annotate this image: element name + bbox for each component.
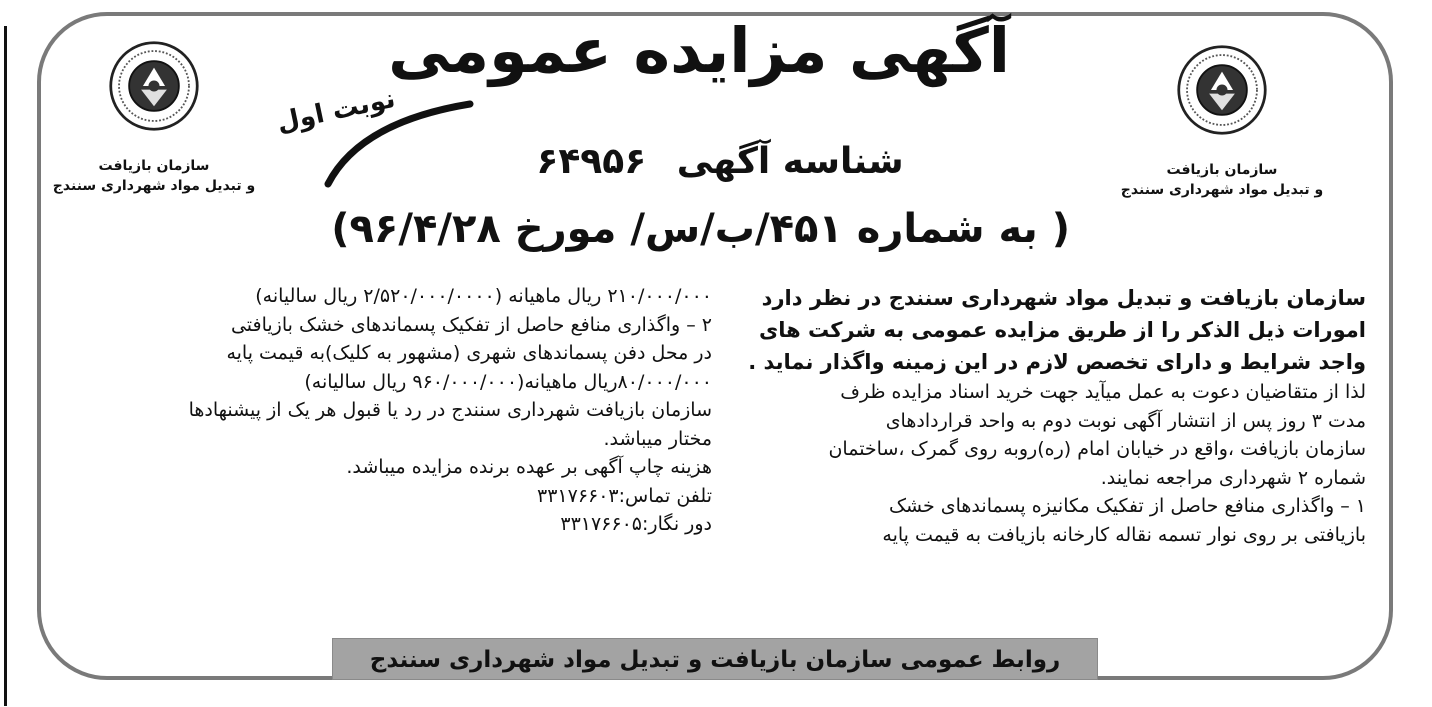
body-line: ۲۱۰/۰۰۰/۰۰۰ ریال ماهیانه (۲/۵۲۰/۰۰۰/۰۰۰۰ ریال سالیانه): [255, 285, 712, 307]
body-line: ۸۰/۰۰۰/۰۰۰ریال ماهیانه(۹۶۰/۰۰۰/۰۰۰ ریال سالیانه): [304, 370, 712, 393]
ad-id-number: ۶۴۹۵۶: [536, 141, 647, 182]
caption-line: سازمان بازیافت: [98, 158, 210, 174]
body-line: لذا از متقاضیان دعوت به عمل میآید جهت خرید اسناد مزایده ظرف: [840, 381, 1366, 403]
caption-line: و تبدیل مواد شهرداری سنندج: [1120, 182, 1324, 198]
intro-line: سازمان بازیافت و تبدیل مواد شهرداری سنندج در نظر دارد: [761, 286, 1366, 310]
body-line: مدت ۳ روز پس از انتشار آگهی نوبت دوم به واحد قراردادهای: [885, 409, 1366, 432]
intro-line: واجد شرایط و دارای تخصص لازم در این زمینه واگذار نماید .: [748, 350, 1366, 374]
body-line: هزینه چاپ آگهی بر عهده برنده مزایده میباشد.: [346, 456, 712, 478]
left-margin-rule: [4, 26, 7, 706]
caption-line: و تبدیل مواد شهرداری سنندج: [52, 178, 256, 194]
fax-line: دور نگار:۳۳۱۷۶۶۰۵: [560, 513, 712, 535]
body-line: سازمان بازیافت ،واقع در خیابان امام (ره)روبه روی گمرک ،ساختمان: [828, 438, 1366, 460]
round-label: نوبت اول: [274, 83, 398, 139]
public-relations-footer: روابط عمومی سازمان بازیافت و تبدیل مواد شهرداری سنندج: [332, 638, 1098, 680]
body-line: ۲ – واگذاری منافع حاصل از تفکیک پسماندهای خشک بازیافتی: [230, 313, 712, 336]
body-column-left: [62, 282, 712, 539]
body-line: شماره ۲ شهرداری مراجعه نمایند.: [1100, 466, 1366, 489]
ad-id-label: شناسه آگهی: [676, 141, 904, 182]
body-line: بازیافتی بر روی نوار تسمه نقاله کارخانه بازیافت به قیمت پایه: [882, 523, 1366, 546]
organization-caption-left: [44, 156, 264, 196]
recycling-seal-icon: [108, 40, 200, 132]
organization-caption-right: [1112, 160, 1332, 200]
body-line: سازمان بازیافت شهرداری سنندج در رد یا قبول هر یک از پیشنهادها: [188, 399, 712, 421]
reference-line: ( به شماره ۴۵۱/ب/س/ مورخ ۹۶/۴/۲۸): [331, 206, 1070, 252]
body-line: ۱ – واگذاری منافع حاصل از تفکیک مکانیزه پسماندهای خشک: [889, 495, 1366, 517]
intro-line: امورات ذیل الذکر را از طریق مزایده عمومی به شرکت های: [759, 318, 1366, 342]
body-line: مختار میباشد.: [603, 427, 712, 450]
phone-line: تلفن تماس:۳۳۱۷۶۶۰۳: [537, 484, 712, 507]
recycling-seal-icon: [1176, 44, 1268, 136]
caption-line: سازمان بازیافت: [1166, 162, 1278, 178]
body-column-right: [726, 282, 1366, 549]
ad-title: آگهی مزایده عمومی: [388, 14, 1010, 87]
body-line: در محل دفن پسماندهای شهری (مشهور به کلیک)به قیمت پایه: [226, 342, 712, 364]
ad-identifier: [530, 134, 910, 190]
